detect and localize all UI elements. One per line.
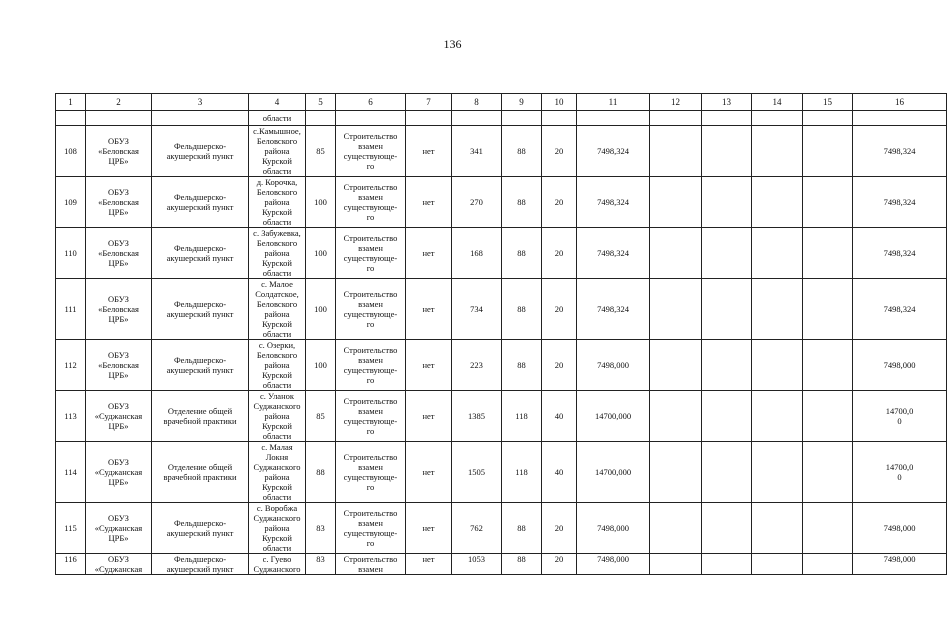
organization-cell: ОБУЗ «Беловская ЦРБ» — [86, 228, 152, 279]
location-cell: с. Малая Локня Суджанского района Курской области — [249, 442, 306, 503]
col9-cell: 88 — [502, 177, 542, 228]
capacity-cell: 100 — [306, 228, 336, 279]
col16-cell: 7498,000 — [853, 554, 947, 575]
col10-cell: 20 — [542, 503, 577, 554]
col11-cell: 7498,000 — [577, 554, 650, 575]
table-row — [56, 177, 947, 228]
col8-cell: 270 — [452, 177, 502, 228]
table-row — [56, 126, 947, 177]
col15-cell — [803, 554, 853, 575]
organization-cell: ОБУЗ «Суджанская ЦРБ» — [86, 503, 152, 554]
facility-type-cell: Отделение общей врачебной практики — [152, 442, 249, 503]
col10-cell: 20 — [542, 340, 577, 391]
col12-cell — [650, 126, 702, 177]
col16-cell: 7498,324 — [853, 177, 947, 228]
col7-cell: нет — [406, 177, 452, 228]
col13-cell — [702, 442, 752, 503]
facility-type-cell: Фельдшерско- акушерский пункт — [152, 126, 249, 177]
work-type-cell: Строительство взамен существующе- го — [336, 340, 406, 391]
col7-cell: нет — [406, 279, 452, 340]
header-cell: 10 — [542, 94, 577, 111]
col14-cell — [752, 391, 803, 442]
col13-cell — [702, 279, 752, 340]
col9-cell: 88 — [502, 340, 542, 391]
row-number-cell: 108 — [56, 126, 86, 177]
organization-cell: ОБУЗ «Беловская ЦРБ» — [86, 340, 152, 391]
facility-type-cell: Фельдшерско- акушерский пункт — [152, 340, 249, 391]
location-cell: с. Малое Солдатское, Беловского района Курской области — [249, 279, 306, 340]
row-number-cell: 115 — [56, 503, 86, 554]
work-type-cell: Строительство взамен — [336, 554, 406, 575]
col12-cell — [650, 503, 702, 554]
work-type-cell: Строительство взамен существующе- го — [336, 228, 406, 279]
col7-cell: нет — [406, 340, 452, 391]
capacity-cell: 83 — [306, 503, 336, 554]
col11-cell: 7498,000 — [577, 340, 650, 391]
col14-cell — [752, 126, 803, 177]
col7-cell: нет — [406, 442, 452, 503]
work-type-cell: Строительство взамен существующе- го — [336, 177, 406, 228]
col9-cell: 88 — [502, 554, 542, 575]
table-row — [56, 503, 947, 554]
organization-cell: ОБУЗ «Беловская ЦРБ» — [86, 177, 152, 228]
col12-cell — [650, 228, 702, 279]
col14-cell — [752, 340, 803, 391]
col11-cell: 14700,000 — [577, 391, 650, 442]
row-number-cell: 116 — [56, 554, 86, 575]
header-cell: 16 — [853, 94, 947, 111]
col13-cell — [702, 391, 752, 442]
col15-cell — [803, 442, 853, 503]
continuation-row — [56, 111, 947, 126]
col16-cell: 7498,324 — [853, 228, 947, 279]
header-cell: 9 — [502, 94, 542, 111]
col15-cell — [803, 126, 853, 177]
row-number-cell: 110 — [56, 228, 86, 279]
col14-cell — [752, 279, 803, 340]
header-cell: 1 — [56, 94, 86, 111]
work-type-cell: Строительство взамен существующе- го — [336, 442, 406, 503]
col7-cell: нет — [406, 503, 452, 554]
row-number-cell: 111 — [56, 279, 86, 340]
col7-cell: нет — [406, 228, 452, 279]
col11-cell: 7498,324 — [577, 228, 650, 279]
col9-cell: 118 — [502, 442, 542, 503]
col15-cell — [803, 340, 853, 391]
col14-cell — [752, 442, 803, 503]
col11-cell: 7498,324 — [577, 126, 650, 177]
col10-cell: 20 — [542, 554, 577, 575]
page-number: 136 — [443, 37, 462, 51]
col11-cell: 7498,000 — [577, 503, 650, 554]
col12-cell — [650, 554, 702, 575]
header-cell: 13 — [702, 94, 752, 111]
col9-cell: 88 — [502, 279, 542, 340]
col8-cell: 734 — [452, 279, 502, 340]
capacity-cell: 88 — [306, 442, 336, 503]
col12-cell — [650, 442, 702, 503]
col9-cell: 118 — [502, 391, 542, 442]
capacity-cell: 85 — [306, 391, 336, 442]
col10-cell: 20 — [542, 228, 577, 279]
col10-cell: 20 — [542, 177, 577, 228]
organization-cell: ОБУЗ «Беловская ЦРБ» — [86, 279, 152, 340]
col16-cell: 7498,324 — [853, 126, 947, 177]
table-row — [56, 228, 947, 279]
facility-type-cell: Фельдшерско- акушерский пункт — [152, 279, 249, 340]
location-cell: с.Камышное, Беловского района Курской области — [249, 126, 306, 177]
col16-cell: 7498,324 — [853, 279, 947, 340]
col15-cell — [803, 228, 853, 279]
table-row — [56, 554, 947, 575]
continuation-cell: области — [249, 111, 306, 126]
col14-cell — [752, 228, 803, 279]
capacity-cell: 83 — [306, 554, 336, 575]
col13-cell — [702, 503, 752, 554]
col16-cell: 14700,0 0 — [853, 391, 947, 442]
location-cell: с. Уланок Суджанского района Курской области — [249, 391, 306, 442]
location-cell: с. Забужевка, Беловского района Курской области — [249, 228, 306, 279]
facility-type-cell: Фельдшерско- акушерский пункт — [152, 503, 249, 554]
col15-cell — [803, 391, 853, 442]
col10-cell: 20 — [542, 279, 577, 340]
header-cell: 15 — [803, 94, 853, 111]
facility-type-cell: Фельдшерско- акушерский пункт — [152, 177, 249, 228]
capacity-cell: 100 — [306, 177, 336, 228]
header-cell: 4 — [249, 94, 306, 111]
capacity-cell: 100 — [306, 279, 336, 340]
header-cell: 2 — [86, 94, 152, 111]
organization-cell: ОБУЗ «Суджанская — [86, 554, 152, 575]
facility-type-cell: Фельдшерско- акушерский пункт — [152, 554, 249, 575]
col11-cell: 7498,324 — [577, 177, 650, 228]
table-row — [56, 279, 947, 340]
col8-cell: 168 — [452, 228, 502, 279]
work-type-cell: Строительство взамен существующе- го — [336, 503, 406, 554]
col15-cell — [803, 177, 853, 228]
table-row — [56, 442, 947, 503]
row-number-cell: 114 — [56, 442, 86, 503]
header-row — [56, 94, 947, 111]
col13-cell — [702, 554, 752, 575]
capacity-cell: 100 — [306, 340, 336, 391]
col13-cell — [702, 340, 752, 391]
col12-cell — [650, 177, 702, 228]
header-cell: 8 — [452, 94, 502, 111]
location-cell: д. Корочка, Беловского района Курской области — [249, 177, 306, 228]
location-cell: с. Воробжа Суджанского района Курской области — [249, 503, 306, 554]
col7-cell: нет — [406, 126, 452, 177]
col13-cell — [702, 228, 752, 279]
col11-cell: 7498,324 — [577, 279, 650, 340]
work-type-cell: Строительство взамен существующе- го — [336, 126, 406, 177]
col10-cell: 40 — [542, 442, 577, 503]
col8-cell: 1053 — [452, 554, 502, 575]
header-cell: 5 — [306, 94, 336, 111]
header-cell: 7 — [406, 94, 452, 111]
header-cell: 14 — [752, 94, 803, 111]
facility-type-cell: Отделение общей врачебной практики — [152, 391, 249, 442]
location-cell: с. Озерки, Беловского района Курской области — [249, 340, 306, 391]
col12-cell — [650, 279, 702, 340]
col14-cell — [752, 554, 803, 575]
organization-cell: ОБУЗ «Суджанская ЦРБ» — [86, 442, 152, 503]
col9-cell: 88 — [502, 126, 542, 177]
header-cell: 3 — [152, 94, 249, 111]
facilities-table — [55, 93, 947, 575]
col8-cell: 762 — [452, 503, 502, 554]
col10-cell: 20 — [542, 126, 577, 177]
col12-cell — [650, 340, 702, 391]
table-row — [56, 391, 947, 442]
col12-cell — [650, 391, 702, 442]
col16-cell: 7498,000 — [853, 503, 947, 554]
header-cell: 6 — [336, 94, 406, 111]
col7-cell: нет — [406, 554, 452, 575]
col16-cell: 7498,000 — [853, 340, 947, 391]
col14-cell — [752, 503, 803, 554]
col7-cell: нет — [406, 391, 452, 442]
row-number-cell: 109 — [56, 177, 86, 228]
col15-cell — [803, 279, 853, 340]
capacity-cell: 85 — [306, 126, 336, 177]
header-cell: 12 — [650, 94, 702, 111]
col8-cell: 1385 — [452, 391, 502, 442]
col16-cell: 14700,0 0 — [853, 442, 947, 503]
row-number-cell: 113 — [56, 391, 86, 442]
col15-cell — [803, 503, 853, 554]
col8-cell: 223 — [452, 340, 502, 391]
facility-type-cell: Фельдшерско- акушерский пункт — [152, 228, 249, 279]
header-cell: 11 — [577, 94, 650, 111]
location-cell: с. Гуево Суджанского — [249, 554, 306, 575]
col13-cell — [702, 177, 752, 228]
col11-cell: 14700,000 — [577, 442, 650, 503]
col9-cell: 88 — [502, 503, 542, 554]
col8-cell: 1505 — [452, 442, 502, 503]
work-type-cell: Строительство взамен существующе- го — [336, 391, 406, 442]
col8-cell: 341 — [452, 126, 502, 177]
col9-cell: 88 — [502, 228, 542, 279]
organization-cell: ОБУЗ «Суджанская ЦРБ» — [86, 391, 152, 442]
col10-cell: 40 — [542, 391, 577, 442]
row-number-cell: 112 — [56, 340, 86, 391]
organization-cell: ОБУЗ «Беловская ЦРБ» — [86, 126, 152, 177]
col14-cell — [752, 177, 803, 228]
col13-cell — [702, 126, 752, 177]
work-type-cell: Строительство взамен существующе- го — [336, 279, 406, 340]
table-row — [56, 340, 947, 391]
